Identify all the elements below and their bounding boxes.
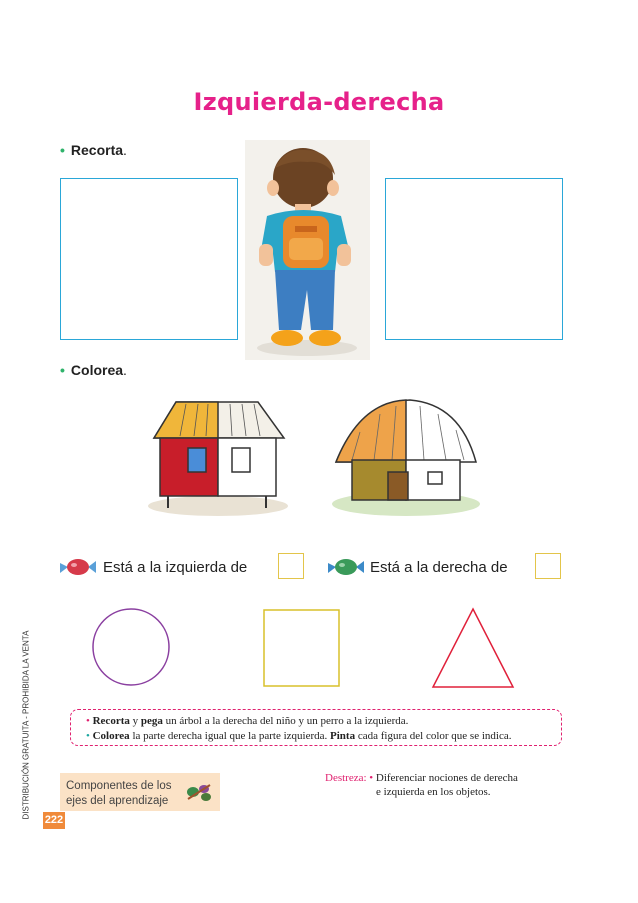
hut-half-colored-illustration[interactable] [330, 392, 482, 518]
phrase-right: Está a la derecha de [370, 559, 508, 576]
boy-backpack-illustration [245, 140, 370, 360]
instruction-cut: • Recorta. [60, 142, 127, 158]
note-line-1: • Recorta y pega un árbol a la derecha del niño y un perro a la izquierda. [86, 715, 409, 727]
instruction-verb: Colorea [70, 362, 124, 378]
house-half-colored-illustration[interactable] [146, 388, 291, 518]
square-shape[interactable] [262, 608, 342, 688]
destreza-text-2: e izquierda en los objetos. [376, 786, 491, 798]
right-paste-box[interactable] [385, 178, 563, 340]
answer-box-left[interactable] [278, 553, 304, 579]
side-notice: DISTRIBUCIÓN GRATUITA - PROHIBIDA LA VENTA [21, 630, 31, 820]
note-line-2: • Colorea la parte derecha igual que la parte izquierda. Pinta cada figura del color que se indica. [86, 730, 512, 742]
components-label: Componentes de los ejes del aprendizaje [66, 780, 172, 807]
instruction-verb: Recorta [70, 142, 124, 158]
phrase-left: Está a la izquierda de [103, 559, 248, 576]
triangle-shape[interactable] [430, 606, 516, 690]
destreza-label: Destreza: [325, 772, 367, 784]
instruction-color: • Colorea. [60, 362, 127, 378]
answer-box-right[interactable] [535, 553, 561, 579]
destreza-text-1: Diferenciar nociones de derecha [375, 772, 518, 784]
destreza-block: Destreza: • Diferenciar nociones de derecha [325, 772, 518, 784]
page-title: Izquierda-derecha [193, 88, 445, 116]
candy-icon [326, 553, 366, 581]
teacher-note [70, 709, 562, 746]
circle-shape[interactable] [90, 606, 172, 688]
left-paste-box[interactable] [60, 178, 238, 340]
components-box [60, 773, 220, 811]
bullet: • [60, 362, 65, 378]
page-number: 222 [43, 812, 65, 829]
paint-splash-icon [184, 781, 214, 803]
bullet: • [60, 142, 65, 158]
candy-icon [58, 553, 98, 581]
